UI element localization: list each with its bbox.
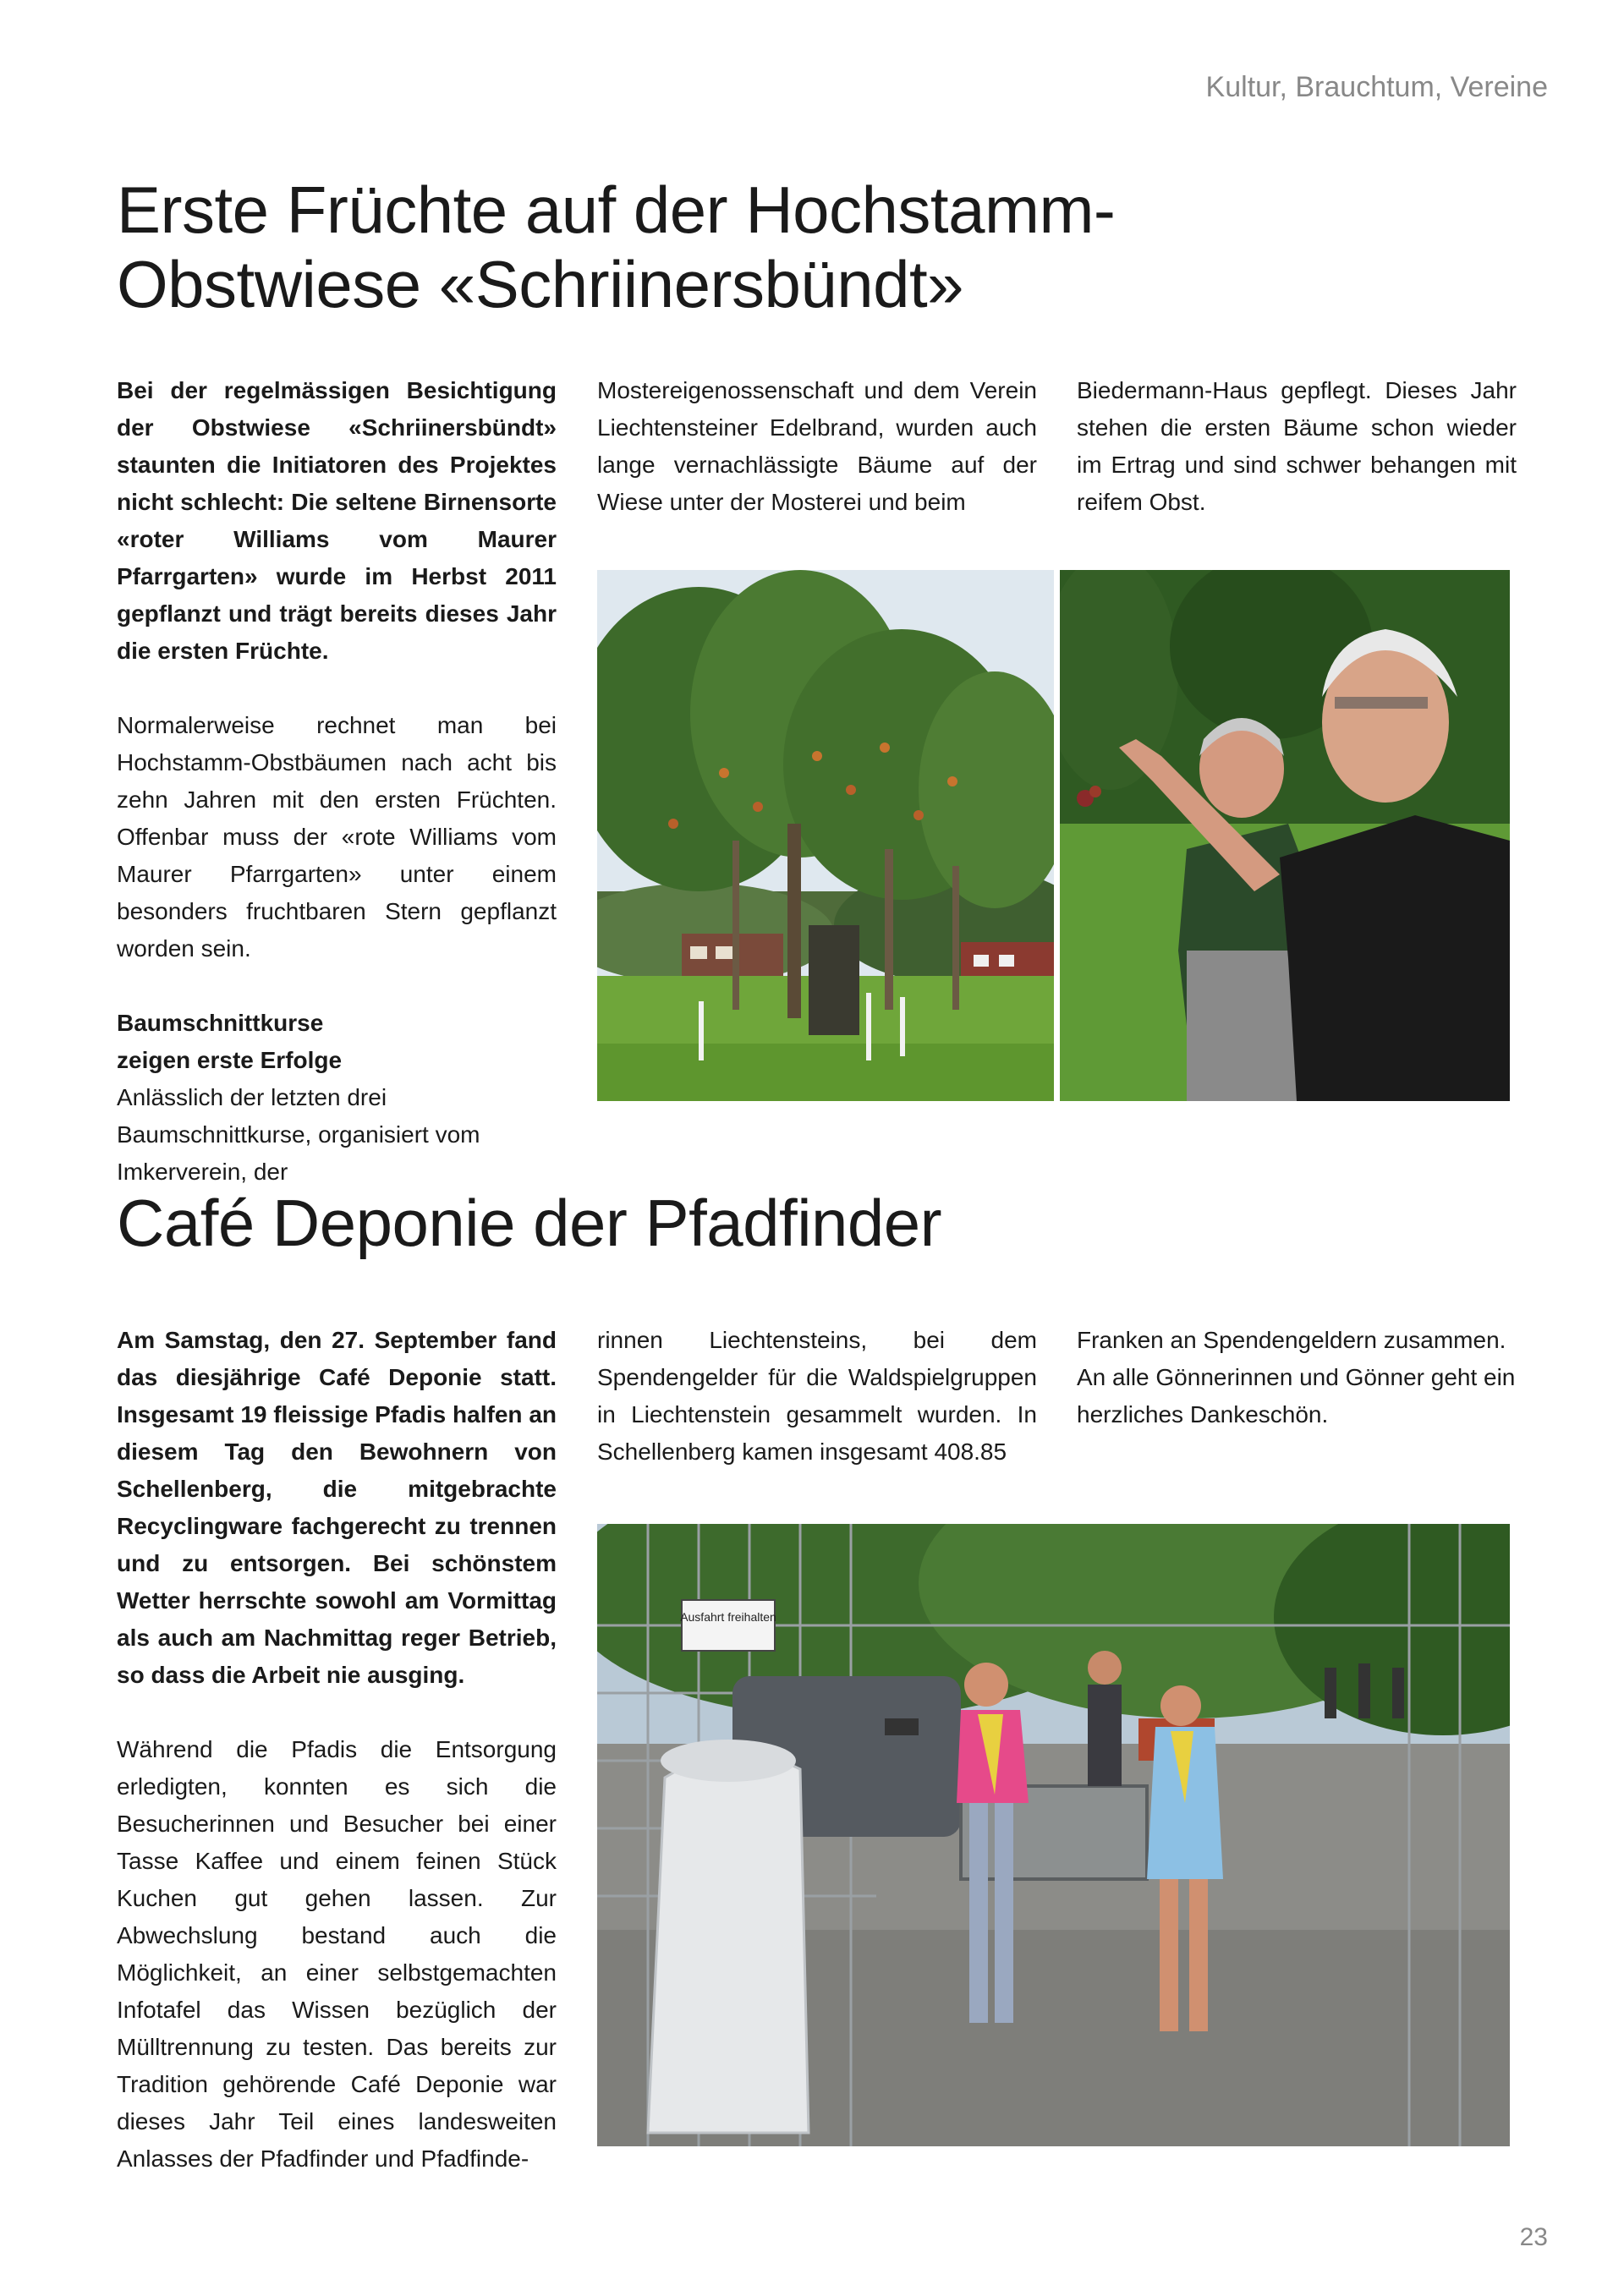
article2-title: Café Deponie der Pfadfinder (117, 1186, 942, 1260)
orchard-photo (597, 570, 1054, 1101)
article2-column-3: Franken an Spendengeldern zusammen. An alle Gönnerinnen und Gönner geht ein herzliches Dankeschön. (1077, 1327, 1516, 1427)
article1-column-1 (117, 372, 557, 1191)
article1-column-3: Biedermann-Haus gepflegt. Dieses Jahr stehen die ersten Bäume schon wieder im Ertrag und sind schwer behangen mit reifem Obst. (1077, 377, 1517, 515)
article1-title (117, 173, 1115, 321)
article2-column-1 (117, 1322, 557, 2178)
article1-lead: Bei der regelmässigen Besichtigung der Obstwiese «Schriinersbündt» staunten die Initiatoren des Projektes nicht schlecht: Die seltene Birnensorte «roter Williams vom Maurer Pfarrgarten» wurde im Herbst 2011 gepflanzt und trägt bereits dieses Jahr die ersten Früchte. (117, 377, 557, 664)
page-number: 23 (1519, 2223, 1548, 2251)
men-inspecting-fruit-photo (1060, 570, 1510, 1101)
article1-subheading-line1: Baumschnittkurse (117, 1010, 324, 1036)
article2-column-2: rinnen Liechtensteins, bei dem Spendengelder für die Waldspielgruppen in Liechtenstein gesammelt wurden. In Schellenberg kamen insgesamt 408.85 (597, 1327, 1037, 1465)
article1-subheading-line2: zeigen erste Erfolge (117, 1047, 343, 1073)
article1-paragraph-2: Anlässlich der letzten drei Baumschnittkurse, organisiert vom Imkerverein, der (117, 1084, 480, 1185)
article1-title-line1: Erste Früchte auf der Hochstamm- (117, 173, 1116, 247)
section-label: Kultur, Brauchtum, Vereine (1205, 71, 1548, 103)
article2-lead: Am Samstag, den 27. September fand das diesjährige Café Deponie statt. Insgesamt 19 fleissige Pfadis halfen an diesem Tag den Bewohnern von Schellenberg, die mitgebrachte Recyclingware fachgerecht zu trennen und zu entsorgen. Bei schönstem Wetter herrschte sowohl am Vormittag als auch am Nachmittag reger Betrieb, so dass die Arbeit nie ausging. (117, 1327, 557, 1688)
article1-paragraph-1: Normalerweise rechnet man bei Hochstamm-Obstbäumen nach acht bis zehn Jahren mit den ersten Früchten. Offenbar muss der «rote Williams vom Maurer Pfarrgarten» unter einem besonders fruchtbaren Stern gepflanzt worden sein. (117, 712, 557, 962)
article1-column-2: Mostereigenossenschaft und dem Verein Liechtensteiner Edelbrand, wurden auch lange vernachlässigte Bäume auf der Wiese unter der Mosterei und beim (597, 377, 1037, 515)
article2-paragraph-1: Während die Pfadis die Entsorgung erledigten, konnten es sich die Besucherinnen und Besucher bei einer Tasse Kaffee und einem feinen Stück Kuchen gut gehen lassen. Zur Abwechslung bestand auch die Möglichkeit, an einer selbstgemachten Infotafel das Wissen bezüglich der Mülltrennung zu testen. Das bereits zur Tradition gehörende Café Deponie war dieses Jahr Teil eines landesweiten Anlasses der Pfadfinder und Pfadfinde- (117, 1736, 557, 2172)
sign-text: Ausfahrt freihalten (680, 1610, 776, 1624)
scouts-recycling-photo (597, 1524, 1510, 2146)
article1-subsection (117, 1005, 557, 1191)
article1-title-line2: Obstwiese «Schriinersbündt» (117, 247, 964, 321)
